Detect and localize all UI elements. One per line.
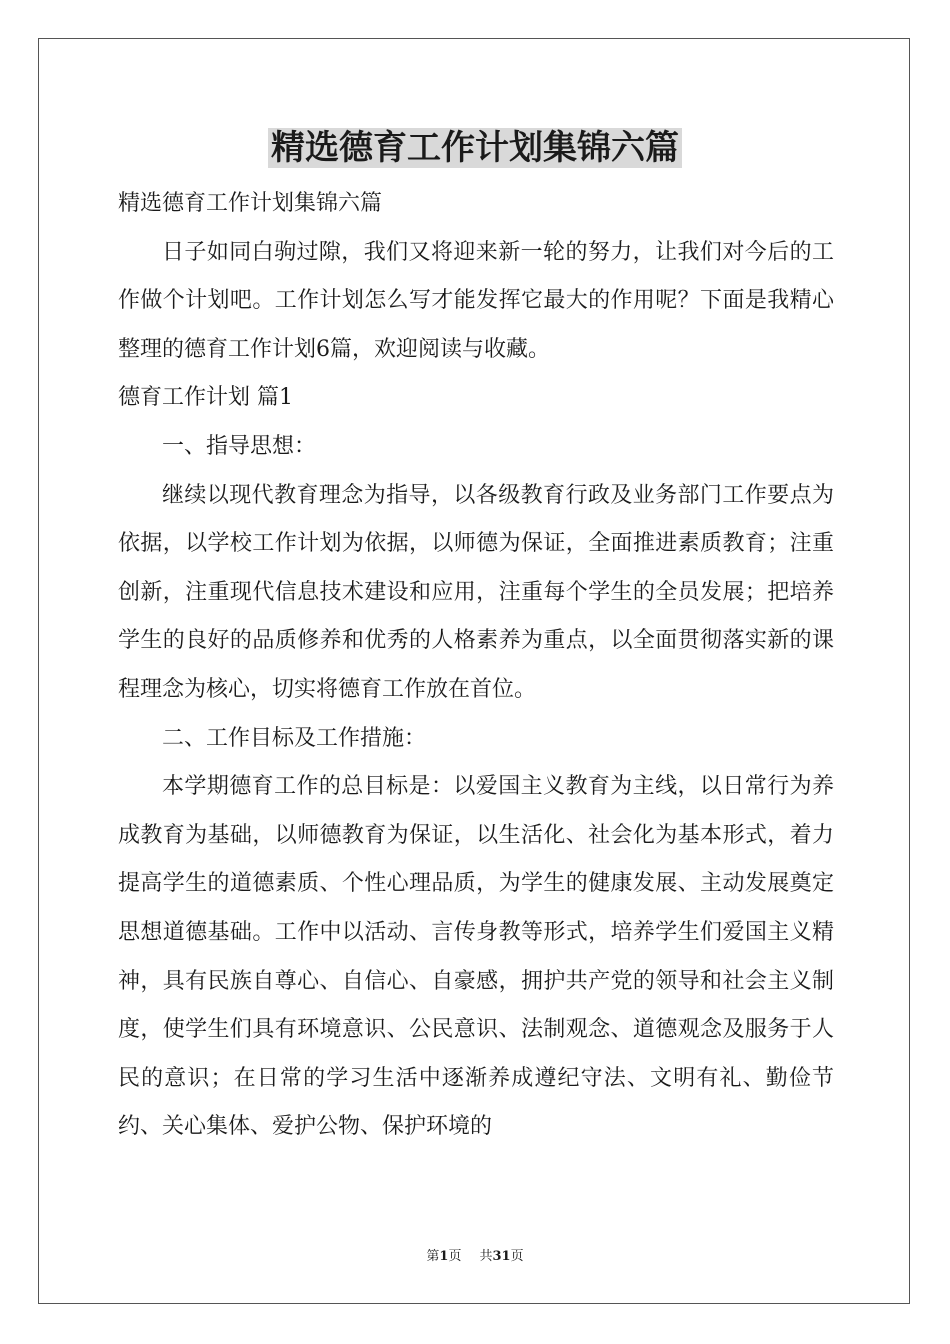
page-suffix: 页 [448, 1249, 462, 1264]
heading-goals-measures: 二、工作目标及工作措施： [162, 725, 427, 751]
total-prefix: 共 [479, 1249, 493, 1264]
page-total: 31 [492, 1249, 511, 1264]
total-suffix: 页 [510, 1249, 524, 1264]
page-prefix: 第 [426, 1249, 440, 1264]
section-heading: 德育工作计划 篇1 [118, 385, 293, 411]
document-title [0, 126, 950, 170]
document-title-text: 精选德育工作计划集锦六篇 [268, 128, 682, 168]
page-footer [0, 1248, 950, 1266]
guiding-ideology-paragraph: 继续以现代教育理念为指导，以各级教育行政及业务部门工作要点为依据，以学校工作计划为依据，以师德为保证，全面推进素质教育；注重创新，注重现代信息技术建设和应用，注重每个学生的全员发展；把培养学生的良好的品质修养和优秀的人格素养为重点，以全面贯彻落实新的课程理念为核心，切实将德育工作放在首位。 [118, 482, 834, 702]
document-subtitle: 精选德育工作计划集锦六篇 [118, 191, 383, 216]
document-body [118, 180, 834, 1152]
page-number: 1 [439, 1249, 449, 1264]
heading-guiding-ideology: 一、指导思想： [162, 433, 317, 459]
intro-paragraph: 日子如同白驹过隙，我们又将迎来新一轮的努力，让我们对今后的工作做个计划吧。工作计划怎么写才能发挥它最大的作用呢？下面是我精心整理的德育工作计划6篇，欢迎阅读与收藏。 [118, 239, 834, 362]
goals-paragraph: 本学期德育工作的总目标是：以爱国主义教育为主线，以日常行为养成教育为基础，以师德教育为保证，以生活化、社会化为基本形式，着力提高学生的道德素质、个性心理品质，为学生的健康发展、主动发展奠定思想道德基础。工作中以活动、言传身教等形式，培养学生们爱国主义精神，具有民族自尊心、自信心、自豪感，拥护共产党的领导和社会主义制度，使学生们具有环境意识、公民意识、法制观念、道德观念及服务于人民的意识；在日常的学习生活中逐渐养成遵纪守法、文明有礼、勤俭节约、关心集体、爱护公物、保护环境的 [118, 774, 834, 1140]
